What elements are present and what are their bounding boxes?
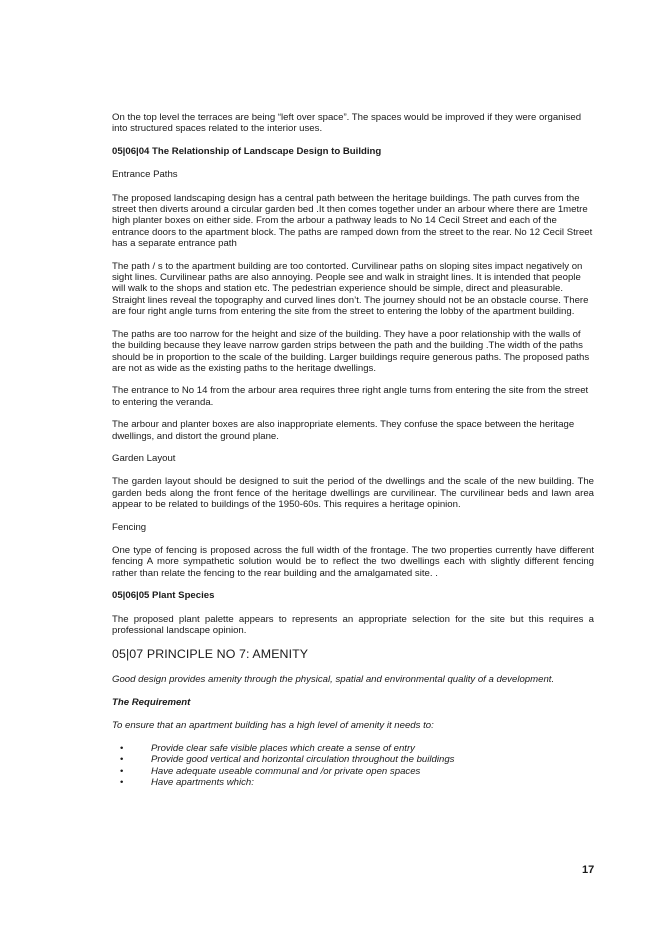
entrance-paths-paragraph-3: The paths are too narrow for the height and size of the building. They have a poor relationship with the walls of the building because they leave narrow garden strips between the path and the building .The width of the paths should be in proportion to the scale of the building. Larger buildings require generous paths. The proposed paths are not as wide as the existing paths to the heritage dwellings. (112, 328, 590, 374)
requirement-heading: The Requirement (112, 696, 191, 708)
list-item-text: Provide good vertical and horizontal circulation throughout the buildings (151, 754, 455, 766)
entrance-paths-paragraph-4: The entrance to No 14 from the arbour area requires three right angle turns from entering the site from the street to entering the veranda. (112, 385, 589, 408)
section-heading-0506-05: 05|06|05 Plant Species (112, 590, 215, 602)
list-item-text: Have apartments which: (151, 777, 254, 789)
list-item-text: Provide clear safe visible places which create a sense of entry (151, 742, 415, 754)
bullet-glyph: • (120, 777, 124, 789)
intro-paragraph: On the top level the terraces are being “left over space”. The spaces would be improved if they were organised into structured spaces related to the interior uses. (112, 112, 582, 135)
bullet-glyph: • (120, 754, 124, 766)
bullet-glyph: • (120, 742, 124, 754)
list-item (112, 743, 594, 755)
entrance-paths-paragraph-5: The arbour and planter boxes are also inappropriate elements. They confuse the space between the heritage dwellings, and distort the ground plane. (112, 419, 575, 442)
list-item (112, 777, 594, 789)
subheading-garden-layout: Garden Layout (112, 452, 176, 464)
page-number: 17 (582, 864, 595, 876)
plant-species-paragraph: The proposed plant palette appears to represents an appropriate selection for the site but this requires a professional landscape opinion. (112, 613, 594, 636)
page-body (112, 112, 594, 789)
list-item (112, 766, 594, 778)
list-item-text: Have adequate useable communal and /or private open spaces (151, 765, 421, 777)
list-item (112, 754, 594, 766)
subheading-fencing: Fencing (112, 521, 147, 533)
section-heading-0506-04: 05|06|04 The Relationship of Landscape Design to Building (112, 145, 382, 157)
entrance-paths-paragraph-2: The path / s to the apartment building are too contorted. Curvilinear paths on sloping sites impact negatively on sight lines. Curvilinear paths are also annoying. People see and walk in straight lines. It is intended that people will walk to the shops and station etc. The pedestrian experience should be simple, direct and pleasurable. Straight lines reveal the topography and curved lines don’t. The journey should not be an obstacle course. There are four right angle turns from entering the site from the street to entering the lobby of the apartment building. (112, 260, 589, 318)
bullet-glyph: • (120, 765, 124, 777)
requirement-intro: To ensure that an apartment building has a high level of amenity it needs to: (112, 720, 434, 732)
requirement-list (112, 743, 594, 789)
section-heading-0507: 05|07 PRINCIPLE NO 7: AMENITY (112, 647, 309, 662)
entrance-paths-paragraph-1: The proposed landscaping design has a central path between the heritage buildings. The path curves from the street then diverts around a circular garden bed .It then comes together under an arbour where there are 1metre high planter boxes on either side. From the arbour a pathway leads to No 14 Cecil Street and each of the entrance doors to the apartment block. The paths are ramped down from the street to the rear. No 12 Cecil Street has a separate entrance path (112, 192, 593, 250)
fencing-paragraph: One type of fencing is proposed across the full width of the frontage. The two properties currently have different fencing A more sympathetic solution would be to reflect the two dwellings each with slightly different fencing rather than relate the fencing to the rear building and the amalgamated site. . (112, 544, 594, 579)
garden-layout-paragraph: The garden layout should be designed to suit the period of the dwellings and the scale of the new building. The garden beds along the front fence of the heritage dwellings are curvilinear. The curvilinear beds and lawn area appear to be related to buildings of the 1950-60s. This requires a heritage opinion. (112, 476, 594, 511)
subheading-entrance-paths: Entrance Paths (112, 169, 178, 181)
amenity-intro: Good design provides amenity through the physical, spatial and environmental quality of a development. (112, 674, 555, 686)
